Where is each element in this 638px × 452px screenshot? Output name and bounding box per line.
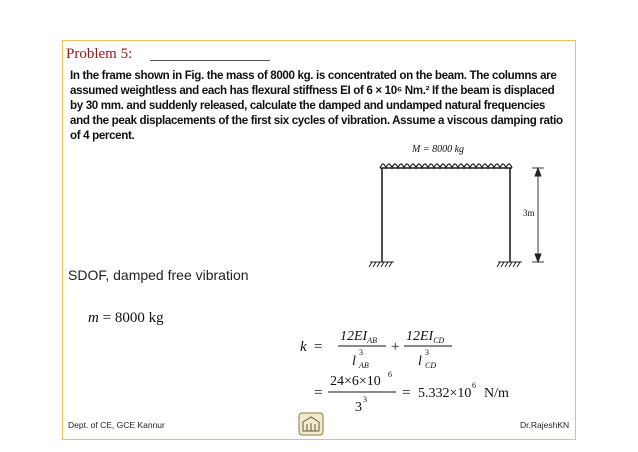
section-subtitle: SDOF, damped free vibration: [68, 267, 249, 283]
eq3: =: [402, 385, 411, 401]
svg-text:12EIAB: [340, 329, 377, 345]
frame-figure: [360, 140, 560, 275]
svg-text:24×6×10: [330, 374, 381, 389]
num1-sub: AB: [367, 336, 377, 345]
num3: 24×6×10: [330, 374, 381, 389]
mass-equals: =: [102, 310, 112, 326]
k-symbol: k: [300, 339, 307, 355]
footer-department: Dept. of CE, GCE Kannur: [68, 420, 165, 430]
mass-symbol: m: [88, 310, 99, 326]
right-support: [497, 262, 522, 267]
svg-text:l: [418, 354, 422, 369]
svg-text:12EICD: [406, 329, 445, 345]
svg-text:l: [352, 354, 356, 369]
den3: 3: [355, 400, 362, 415]
slide-title: Problem 5:: [66, 46, 133, 62]
stiffness-equation: [300, 315, 575, 420]
num1: 12EI: [340, 329, 368, 344]
result-sup: 6: [472, 381, 476, 390]
num3-sup: 6: [388, 370, 392, 379]
plus-sign: +: [391, 339, 400, 355]
height-label: 3m: [523, 208, 535, 218]
mass-equation: [88, 310, 164, 327]
left-support: [369, 262, 394, 267]
mass-value: 8000 kg: [114, 310, 164, 326]
result-unit: N/m: [484, 386, 509, 401]
den2-sub: CD: [425, 361, 437, 370]
result-value: 5.332×10: [418, 386, 472, 401]
num2-sub: CD: [433, 336, 445, 345]
eq1: =: [314, 339, 323, 355]
den2: l: [418, 354, 422, 369]
footer-author: Dr.RajeshKN: [520, 420, 570, 430]
den2-sup: 3: [425, 348, 429, 357]
title-underline: [150, 60, 270, 61]
college-logo-icon: [298, 412, 324, 436]
num2: 12EI: [406, 329, 434, 344]
den3-sup: 3: [363, 395, 367, 404]
den1: l: [352, 354, 356, 369]
den1-sub: AB: [359, 361, 369, 370]
mass-label: M = 8000 kg: [412, 144, 465, 155]
problem-statement: In the frame shown in Fig. the mass of 8000 kg. is concentrated on the beam. The columns are assumed weightless and each has flexural stiffness EI of 6 × 10⁶ Nm.² If the beam is displaced by 30 mm. and suddenly released, calculate the damped and undamped natural frequencies and the peak displacements of the first six cycles of vibration. Assume a viscous damping ratio of 4 percent.: [70, 69, 563, 142]
den1-sup: 3: [359, 348, 363, 357]
eq2: =: [314, 385, 323, 401]
